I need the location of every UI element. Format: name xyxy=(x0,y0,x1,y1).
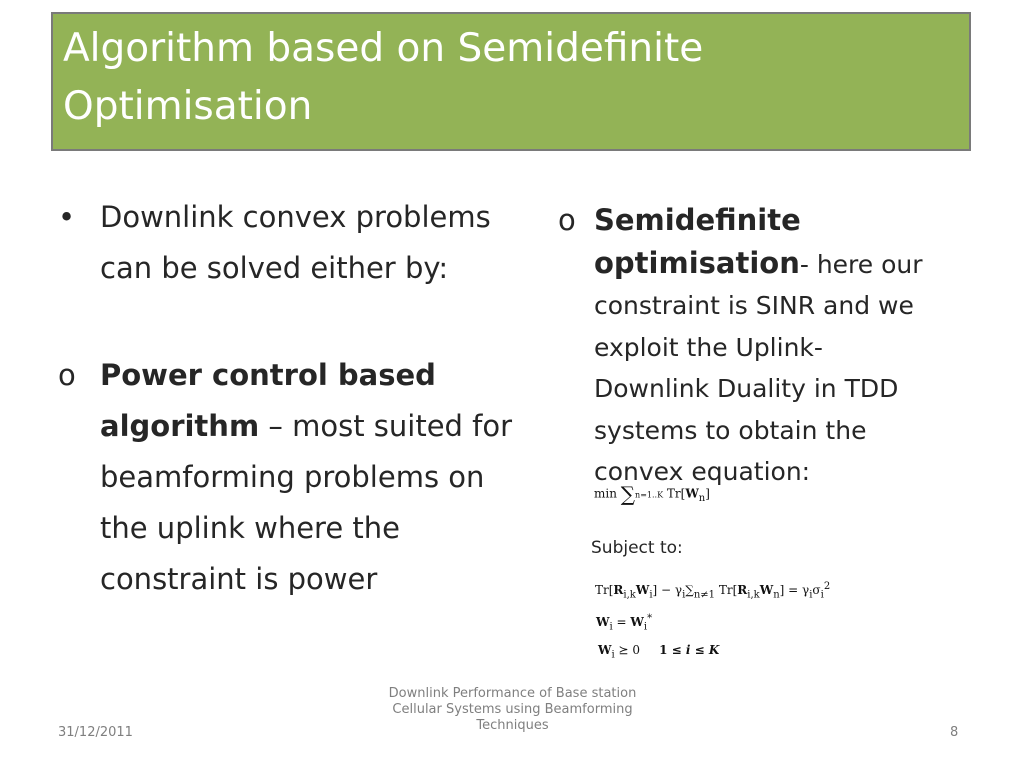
sub-bullet-marker: o xyxy=(558,203,576,237)
semidefinite-line5: Downlink Duality in TDD xyxy=(594,374,899,403)
hermitian-constraint-equation: $W_i = W_i^*$ xyxy=(596,613,653,633)
footer-title-line2: Cellular Systems using Beamforming xyxy=(392,702,633,717)
semidefinite-bold-line2: optimisation xyxy=(594,245,800,280)
footer-title-line3: Techniques xyxy=(476,718,549,733)
bullet-semidefinite xyxy=(558,200,978,493)
slide-title-line2: Optimisation xyxy=(63,84,313,129)
semidefinite-bold-line1: Semidefinite xyxy=(594,203,801,237)
footer-date: 31/12/2011 xyxy=(58,725,133,740)
power-line5: constraint is power xyxy=(100,562,378,596)
objective-equation: min ∑n=1..K $Tr[W_n]$ xyxy=(594,482,710,506)
footer-title xyxy=(370,686,655,734)
bullet-line2: can be solved either by: xyxy=(100,251,449,285)
semidefinite-line6: systems to obtain the xyxy=(594,415,867,445)
bullet-line1: Downlink convex problems xyxy=(100,200,491,234)
bullet-downlink xyxy=(58,192,558,294)
left-column xyxy=(58,192,558,605)
sinr-constraint-equation: $Tr[R_{i,k}W_i] - \gamma_i\sum_{n\ne 1}$ $Tr[R_{i,k}W_n] = \gamma_i\sigma_i^2$ xyxy=(595,581,831,601)
title-bar xyxy=(51,12,971,151)
bullet-dot: • xyxy=(58,200,76,234)
footer-page-number: 8 xyxy=(950,725,959,740)
semidefinite-line4: exploit the Uplink- xyxy=(594,332,823,362)
power-bold-line1: Power control based xyxy=(100,358,436,392)
bullet-power-control xyxy=(58,350,558,605)
power-line3: beamforming problems on xyxy=(100,460,485,494)
semidefinite-line7: convex equation: xyxy=(594,457,811,486)
right-column xyxy=(558,200,978,493)
sub-bullet-marker: o xyxy=(58,358,76,392)
subject-to-label: Subject to: xyxy=(591,538,683,558)
slide-title xyxy=(63,20,703,136)
power-rest-line2: – most suited for xyxy=(259,409,513,443)
semidefinite-rest-line2: - here our xyxy=(799,249,923,279)
semidefinite-line3: constraint is SINR and we xyxy=(594,291,914,320)
slide-title-line1: Algorithm based on Semidefinite xyxy=(63,26,704,71)
power-line4: the uplink where the xyxy=(100,511,400,545)
psd-constraint-equation: $W_i$ ⪰ 0 1 ≤ i ≤ K xyxy=(598,643,720,661)
footer-title-line1: Downlink Performance of Base station xyxy=(388,686,637,701)
power-bold-line2: algorithm xyxy=(100,409,260,443)
